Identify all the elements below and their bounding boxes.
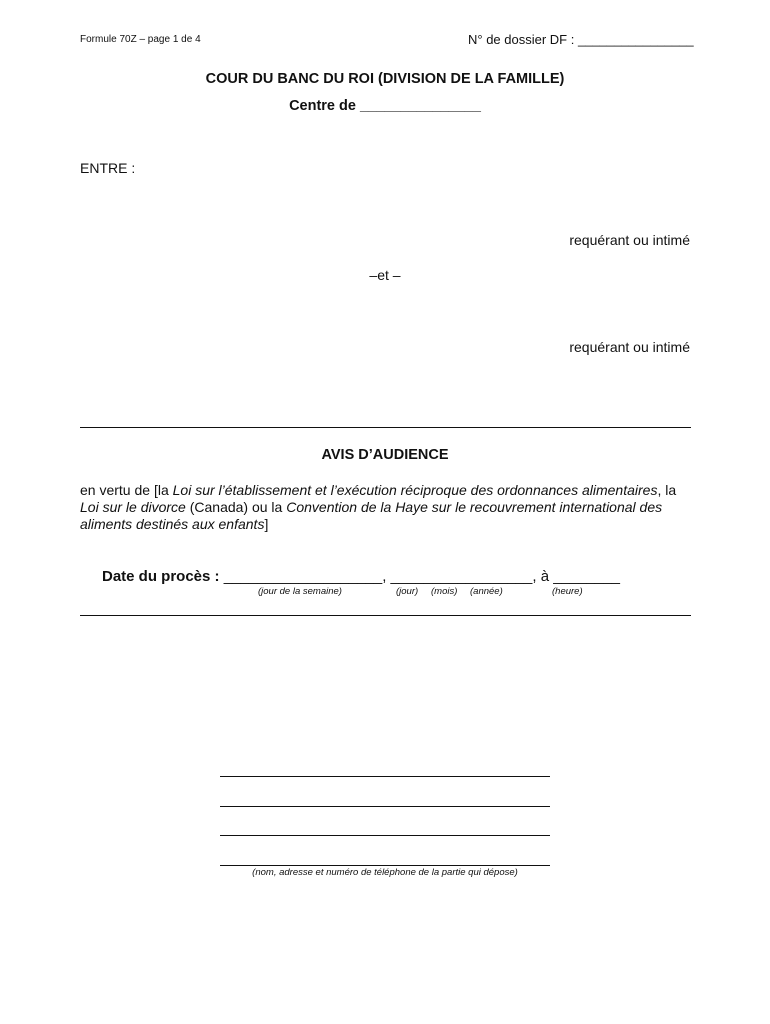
caption-weekday: (jour de la semaine) (258, 586, 342, 597)
centre-field[interactable]: Centre de _______________ (289, 98, 481, 114)
divider-top (80, 427, 691, 428)
court-title: COUR DU BANC DU ROI (DIVISION DE LA FAMILLE) (205, 71, 565, 87)
filer-line-1[interactable] (220, 776, 550, 777)
filer-caption: (nom, adresse et numéro de téléphone de la partie qui dépose) (252, 867, 518, 878)
filer-line-2[interactable] (220, 806, 550, 807)
notice-title: AVIS D’AUDIENCE (321, 447, 449, 463)
para-suffix: ] (264, 516, 269, 532)
law3-name: Convention de la Haye sur le recouvrement international des aliments destinés aux enfants (80, 499, 663, 532)
trial-date-row (102, 568, 620, 585)
caption-time: (heure) (552, 586, 583, 597)
file-number-field[interactable]: N° de dossier DF : ________________ (468, 32, 694, 47)
caption-year: (année) (470, 586, 503, 597)
trial-date-label: Date du procès : (102, 568, 220, 585)
form-label: Formule 70Z – page 1 de 4 (80, 34, 201, 45)
caption-day: (jour) (396, 586, 419, 597)
filer-line-3[interactable] (220, 835, 550, 836)
para-sep2: (Canada) ou la (185, 499, 287, 515)
party2-role: requérant ou intimé (569, 339, 690, 355)
law2-name: Loi sur le divorce (80, 499, 186, 515)
entre-label: ENTRE : (80, 160, 136, 176)
statute-paragraph (80, 482, 691, 533)
divider-bottom (80, 615, 691, 616)
para-prefix: en vertu de [la (80, 482, 173, 498)
trial-date-fields[interactable]: ___________________, _________________, à ________ (223, 568, 620, 585)
party-separator: –et – (369, 267, 401, 283)
para-sep1: , la (657, 482, 677, 498)
law1-name: Loi sur l’établissement et l’exécution réciproque des ordonnances alimentaires (172, 482, 658, 498)
caption-month: (mois) (431, 586, 458, 597)
filer-line-4[interactable] (220, 865, 550, 866)
party1-role: requérant ou intimé (569, 232, 690, 248)
